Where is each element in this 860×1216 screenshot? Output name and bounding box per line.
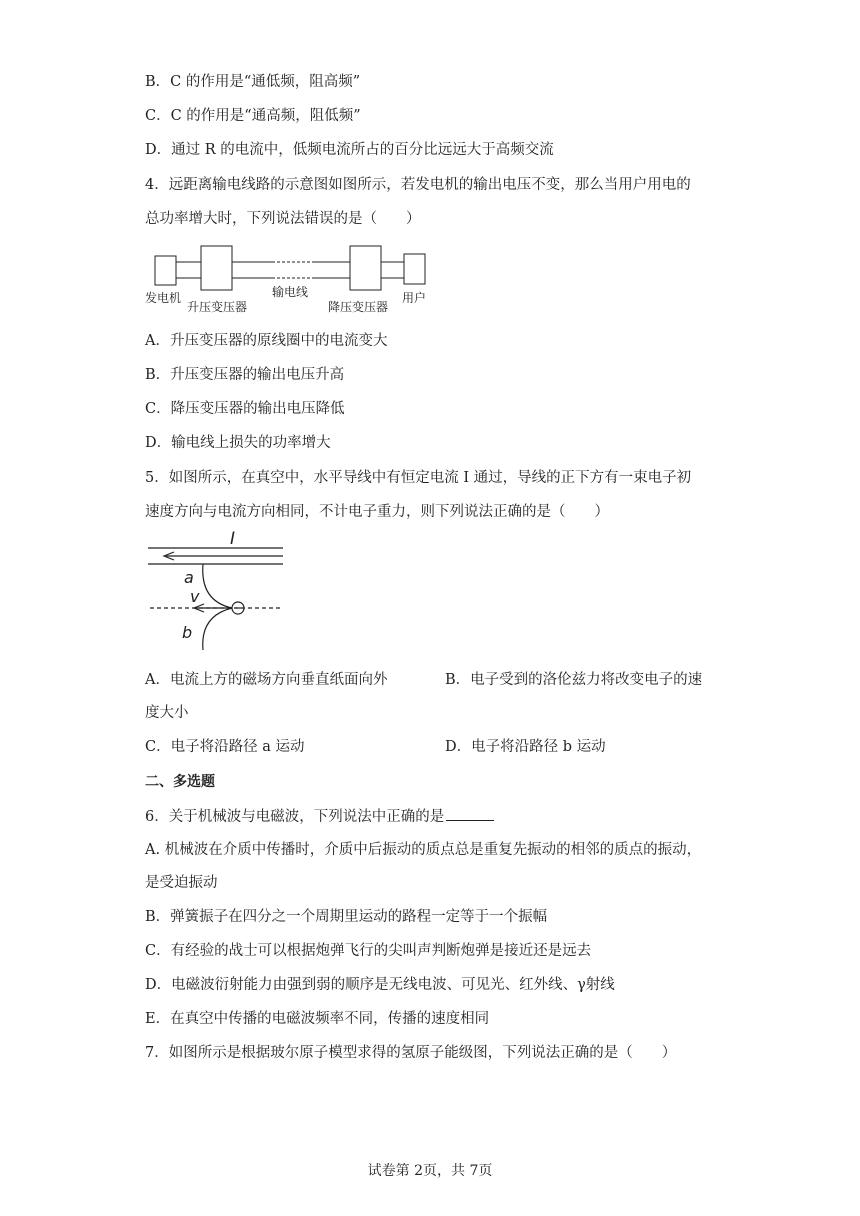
transmission-diagram <box>140 240 440 320</box>
q5-stem-line1: 5．如图所示，在真空中，水平导线中有恒定电流 I 通过，导线的正下方有一束电子初 <box>145 470 692 486</box>
q4-option-a: A．升压变压器的原线圈中的电流变大 <box>145 333 388 349</box>
answer-blank <box>446 806 494 821</box>
label-velocity-v: v <box>190 587 200 606</box>
q4-stem-line1: 4．远距离输电线路的示意图如图所示，若发电机的输出电压不变，那么当用户用电的 <box>145 177 691 193</box>
q6-option-c: C．有经验的战士可以根据炮弹飞行的尖叫声判断炮弹是接近还是远去 <box>145 943 592 959</box>
generator-box <box>155 256 176 285</box>
label-user: 用户 <box>402 291 427 305</box>
electron-wire-diagram <box>140 526 300 652</box>
q3-option-b: B．C 的作用是“通低频，阻高频” <box>145 74 361 90</box>
user-box <box>404 254 425 284</box>
q6-option-d: D．电磁波衍射能力由强到弱的顺序是无线电波、可见光、红外线、γ射线 <box>145 977 615 993</box>
label-generator: 发电机 <box>145 291 182 305</box>
q6-option-b: B．弹簧振子在四分之一个周期里运动的路程一定等于一个振幅 <box>145 909 548 925</box>
q4-option-b: B．升压变压器的输出电压升高 <box>145 367 345 383</box>
label-path-b: b <box>182 623 193 642</box>
label-current-i: I <box>230 529 236 549</box>
q5-option-b-line1: B．电子受到的洛伦兹力将改变电子的速 <box>445 672 703 688</box>
q3-option-c: C．C 的作用是“通高频，阻低频” <box>145 108 361 124</box>
q3-option-d: D．通过 R 的电流中，低频电流所占的百分比远远大于高频交流 <box>145 142 554 158</box>
q6-option-a-line2: 是受迫振动 <box>145 875 218 891</box>
q4-stem-line2: 总功率增大时，下列说法错误的是（ ） <box>145 211 421 227</box>
label-path-a: a <box>184 568 194 587</box>
step-down-transformer-box <box>350 246 381 290</box>
q4-option-c: C．降压变压器的输出电压降低 <box>145 401 345 417</box>
q6-option-a-line1: A. 机械波在介质中传播时，介质中后振动的质点总是重复先振动的相邻的质点的振动， <box>145 842 702 858</box>
q6-option-e: E．在真空中传播的电磁波频率不同，传播的速度相同 <box>145 1011 490 1027</box>
q5-option-c: C．电子将沿路径 a 运动 <box>145 739 305 755</box>
q5-option-d: D．电子将沿路径 b 运动 <box>445 739 606 755</box>
label-step-down: 降压变压器 <box>328 300 389 314</box>
q6-stem-text: 6．关于机械波与电磁波，下列说法中正确的是 <box>145 809 445 825</box>
q5-option-a: A．电流上方的磁场方向垂直纸面向外 <box>145 672 388 688</box>
q4-option-d: D．输电线上损失的功率增大 <box>145 435 331 451</box>
page-footer: 试卷第 2页，共 7页 <box>367 1163 493 1179</box>
q5-option-b-line2: 度大小 <box>145 705 189 721</box>
label-transmission-line: 输电线 <box>272 285 309 299</box>
q6-stem <box>145 806 494 827</box>
step-up-transformer-box <box>201 246 232 290</box>
label-step-up: 升压变压器 <box>187 300 248 314</box>
q7-stem: 7．如图所示是根据玻尔原子模型求得的氢原子能级图，下列说法正确的是（ ） <box>145 1045 677 1061</box>
section-title-multiple-choice: 二、多选题 <box>145 774 215 790</box>
q5-stem-line2: 速度方向与电流方向相同，不计电子重力，则下列说法正确的是（ ） <box>145 504 609 520</box>
